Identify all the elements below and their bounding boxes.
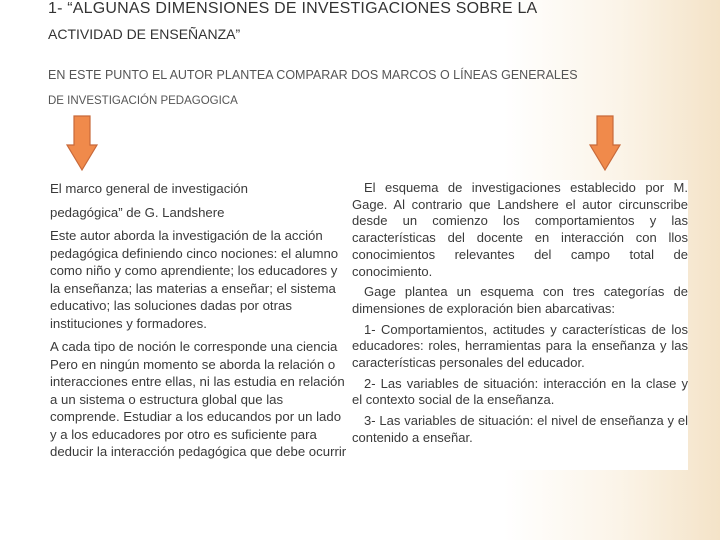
left-text-line: la enseñanza; las materias a enseñar; el sistema — [50, 280, 336, 296]
left-text-line: pedagógica definiendo cinco nociones: el alumno — [50, 245, 339, 261]
right-arrow-shape — [590, 116, 620, 170]
left-text-line: deducir la interacción pedagógica que debe ocurrir — [50, 444, 347, 459]
gage-category-3: 3- Las variables de situación: el nivel de enseñanza y el contenido a enseñar. — [352, 413, 688, 445]
slide-title-line-2: ACTIVIDAD DE ENSEÑANZA” — [48, 26, 241, 42]
slide-subtitle-line-2: DE INVESTIGACIÓN PEDAGOGICA — [48, 95, 238, 107]
left-arrow-shape — [67, 116, 97, 170]
down-arrow-icon — [66, 115, 98, 171]
left-text-line: Pero en ningún momento se aborda la relación o — [50, 356, 336, 372]
left-text-line: como niño y como aprendiente; los educadores y — [50, 263, 338, 278]
landshere-column — [50, 180, 355, 459]
left-text-line: pedagógica” de G. Landshere — [50, 204, 225, 220]
gage-category-2: 2- Las variables de situación: interacción en la clase y el contexto social de la enseñanza. — [352, 375, 688, 408]
slide-subtitle-line-1: EN ESTE PUNTO EL AUTOR PLANTEA COMPARAR DOS MARCOS O LÍNEAS GENERALES — [48, 68, 578, 82]
left-text-line: a un sistema o estructura global que las — [50, 391, 284, 407]
left-text-line: Este autor aborda la investigación de la acción — [50, 228, 323, 243]
gage-category-1: 1- Comportamientos, actitudes y características de los educadores: roles, herramientas para la enseñanza y las características personales del educador. — [352, 321, 688, 371]
slide-title-line-1: 1- “ALGUNAS DIMENSIONES DE INVESTIGACIONES SOBRE LA — [48, 0, 538, 17]
left-text-line: comprende. Estudiar a los educandos por un lado — [50, 409, 342, 424]
left-text-line: A cada tipo de noción le corresponde una ciencia — [50, 339, 338, 354]
left-text-line: educativo; las soluciones dadas por otras — [50, 298, 292, 313]
left-text-line: instituciones y formadores. — [50, 315, 207, 331]
left-text-line: El marco general de investigación — [50, 181, 248, 196]
gage-categories-paragraph: Gage plantea un esquema con tres categorías de dimensiones de exploración bien abarcativas: — [352, 284, 688, 316]
down-arrow-icon — [589, 115, 621, 171]
left-text-line: y a los educadores por otro es suficiente para — [50, 426, 317, 442]
gage-column — [352, 180, 688, 470]
left-text-line: interacciones entre ellas, ni las estudia en relación — [50, 374, 345, 389]
gage-intro-paragraph: El esquema de investigaciones establecido por M. Gage. Al contrario que Landshere el autor circunscribe desde un comienzo los comportamientos y las características del docente en interacción con llos conocimientos relevantes del campo total de conocimiento. — [352, 180, 688, 279]
